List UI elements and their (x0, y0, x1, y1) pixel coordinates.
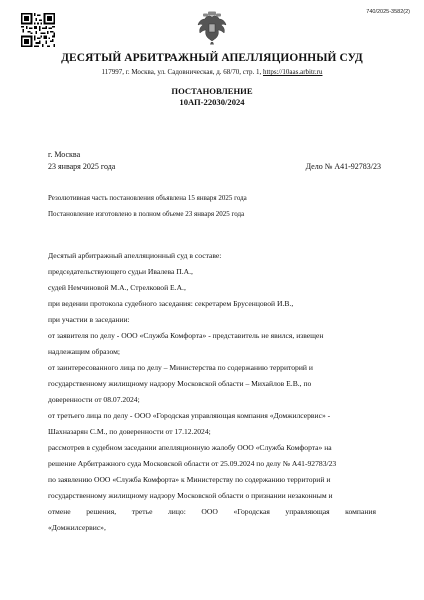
body-line: от заинтересованного лица по делу – Министерства по содержанию территорий и (48, 363, 313, 372)
document-number: 740/2025-3582(2) (366, 9, 410, 15)
word: компания (345, 507, 376, 516)
emblem-icon (197, 11, 227, 45)
body-line: государственному жилищному надзору Московской области – Михайлов Е.В., по (48, 379, 312, 388)
case-reference: Дело № А41-92783/23 (305, 162, 381, 171)
qr-code (21, 13, 55, 47)
court-address (0, 68, 424, 76)
resolution-full: Постановление изготовлено в полном объеме 23 января 2025 года (48, 210, 245, 218)
body-line: «Домжилсервис», (48, 523, 106, 532)
body-line: Десятый арбитражный апелляционный суд в составе: (48, 251, 222, 260)
word: отмене (48, 507, 71, 516)
word: ООО (201, 507, 218, 516)
case-number: 10АП-22030/2024 (179, 97, 245, 107)
city: г. Москва (48, 150, 81, 159)
body-line: Шахназарян С.М., по доверенности от 17.12.2024; (48, 427, 211, 436)
word: «Городская (233, 507, 270, 516)
body-line: от третьего лица по делу - ООО «Городская управляющая компания «Домжилсервис» - (48, 411, 331, 420)
body-line: при ведении протокола судебного заседания: секретарем Брусенцовой И.В., (48, 299, 294, 308)
word: решения, (86, 507, 117, 516)
body-line: государственному жилищному надзору Московской области о признании незаконным и (48, 491, 333, 500)
word: лицо: (168, 507, 186, 516)
website-link[interactable]: https://10aas.arbitr.ru (262, 68, 323, 76)
body-line: судей Немчиновой М.А., Стрелковой Е.А., (48, 283, 186, 292)
body-line: надлежащим образом; (48, 347, 121, 356)
body-line-justified (48, 507, 376, 516)
body-line: председательствующего судьи Ивалева П.А., (48, 267, 193, 276)
address-text: 117997, г. Москва, ул. Садовническая, д. 68/70, стр. 1, (101, 68, 263, 76)
body-line: от заявителя по делу - ООО «Служба Комфорта» - представитель не явился, извещен (48, 331, 324, 340)
court-name: ДЕСЯТЫЙ АРБИТРАЖНЫЙ АПЕЛЛЯЦИОННЫЙ СУД (61, 52, 363, 64)
body-line: по заявлению ООО «Служба Комфорта» к Министерству по содержанию территорий и (48, 475, 331, 484)
decision-date: 23 января 2025 года (48, 162, 116, 171)
body-line: при участии в заседании: (48, 315, 130, 324)
word: третье (131, 507, 153, 516)
document-type: ПОСТАНОВЛЕНИЕ (171, 86, 253, 96)
word: управляющая (285, 507, 330, 516)
resolution-announced: Резолютивная часть постановления объявлена 15 января 2025 года (48, 194, 247, 202)
body-line: доверенности от 08.07.2024; (48, 395, 140, 404)
body-line: рассмотрев в судебном заседании апелляционную жалобу ООО «Служба Комфорта» на (48, 443, 332, 452)
body-line: решение Арбитражного суда Московской области от 25.09.2024 по делу № А41-92783/23 (48, 459, 337, 468)
